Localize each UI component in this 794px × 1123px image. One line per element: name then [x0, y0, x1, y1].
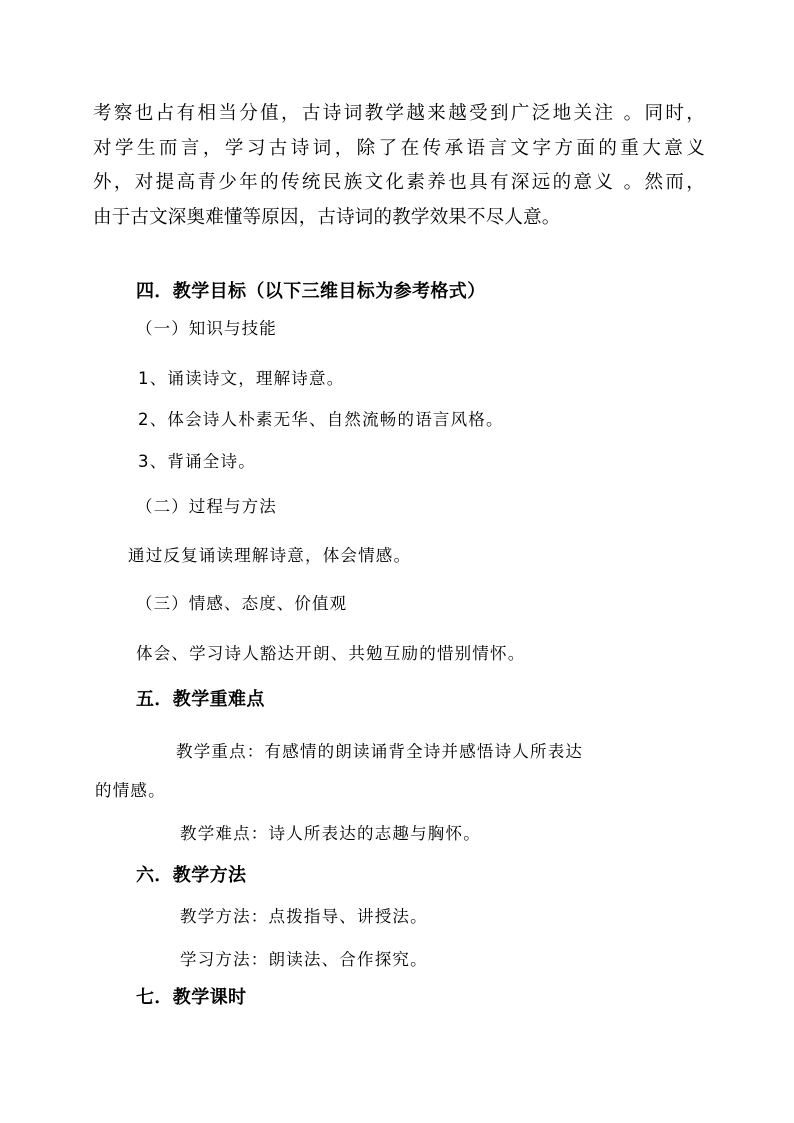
intro-line-1: 考察也占有相当分值，古诗词教学越来越受到广泛地关注 。同时， [93, 103, 705, 124]
section-4-heading: 四．教学目标（以下三维目标为参考格式） [136, 281, 486, 302]
key-point-line-2: 的情感。 [95, 781, 166, 800]
intro-line-2: 对学生而言，学习古诗词，除了在传承语言文字方面的重大意义 [93, 137, 705, 159]
objective-item-2: 2、体会诗人朴素无华、自然流畅的语言风格。 [138, 410, 504, 429]
key-point-line-1: 教学重点：有感情的朗读诵背全诗并感悟诗人所表达 [176, 742, 584, 761]
objective-item-3: 3、背诵全诗。 [138, 452, 256, 471]
intro-line-3: 外，对提高青少年的传统民族文化素养也具有深远的意义 。然而， [93, 172, 705, 194]
section-5-heading: 五．教学重难点 [136, 689, 265, 710]
teaching-method-text: 教学方法：点拨指导、讲授法。 [180, 907, 428, 926]
section-4-sub-2-heading: （二）过程与方法 [136, 497, 277, 516]
section-4-sub-1-heading: （一）知识与技能 [136, 319, 277, 338]
objective-item-1: 1、诵读诗文，理解诗意。 [138, 369, 345, 388]
intro-line-4: 由于古文深奥难懂等原因，古诗词的教学效果不尽人意。 [93, 206, 561, 228]
section-4-sub-3-heading: （三）情感、态度、价值观 [136, 594, 348, 613]
process-method-text: 通过反复诵读理解诗意，体会情感。 [128, 546, 412, 565]
learning-method-text: 学习方法：朗读法、合作探究。 [180, 950, 428, 969]
emotion-attitude-text: 体会、学习诗人豁达开朗、共勉互励的惜别情怀。 [136, 644, 526, 663]
section-7-heading: 七．教学课时 [136, 987, 247, 1008]
intro-paragraph [93, 97, 705, 235]
difficulty-text: 教学难点：诗人所表达的志趣与胸怀。 [180, 824, 481, 843]
section-6-heading: 六．教学方法 [136, 865, 247, 886]
